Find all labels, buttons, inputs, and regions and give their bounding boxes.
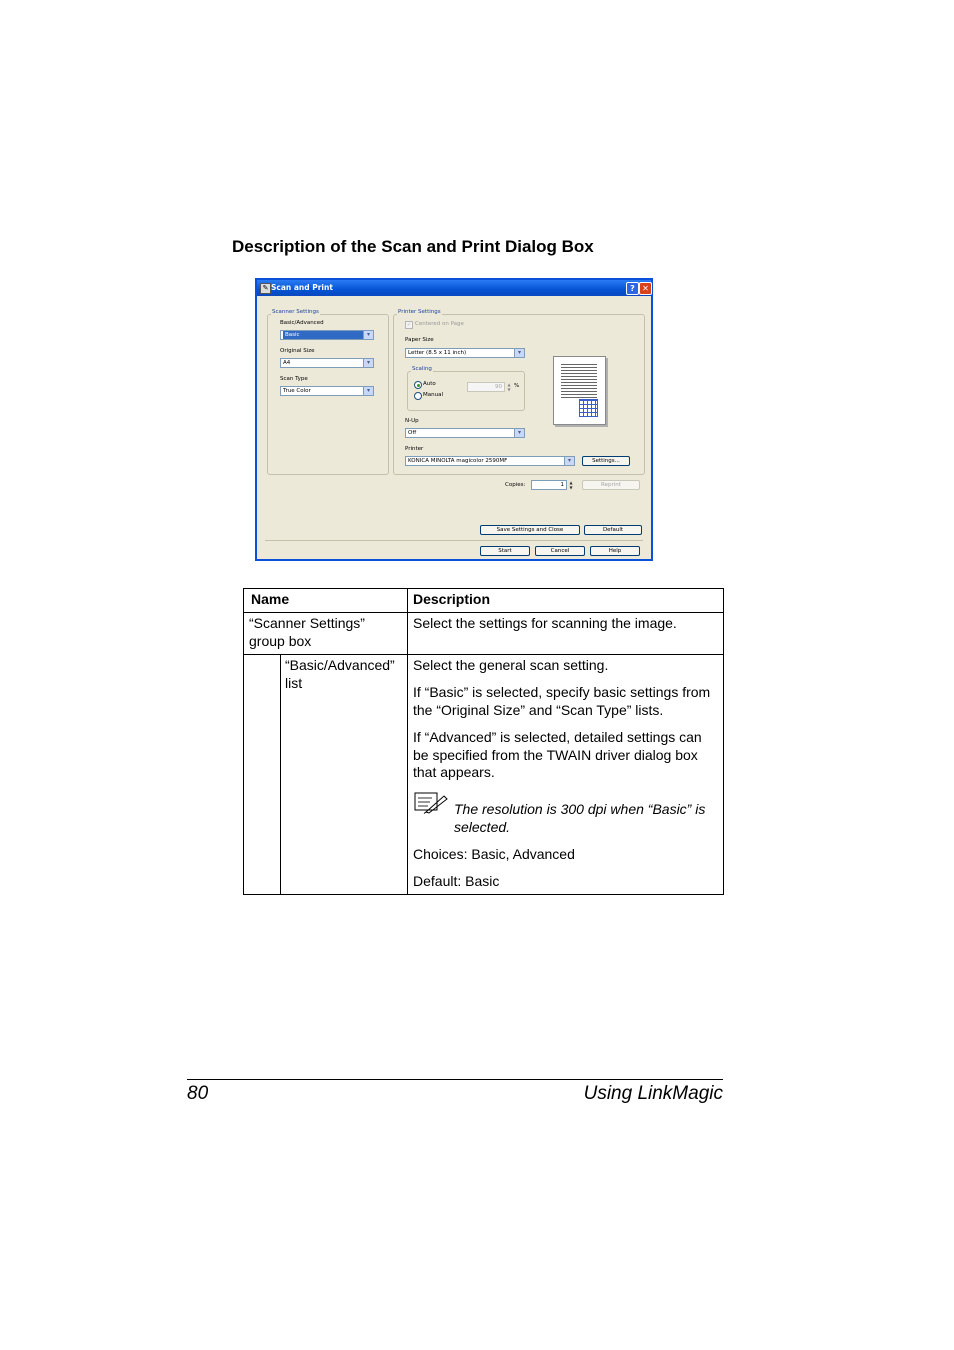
chevron-down-icon[interactable]: ▾ [363, 387, 373, 395]
row1-description: Select the settings for scanning the image. [413, 615, 677, 631]
scan-type-label: Scan Type [280, 376, 308, 382]
scan-area-grid [579, 399, 598, 417]
copies-label: Copies: [505, 482, 526, 488]
percent-label: % [514, 383, 520, 389]
save-settings-close-button[interactable]: Save Settings and Close [480, 525, 580, 535]
note-icon [414, 792, 448, 814]
chevron-down-icon[interactable]: ▾ [514, 349, 524, 357]
scaling-label: Scaling [412, 366, 432, 372]
centered-label: Centered on Page [415, 321, 464, 327]
manual-label: Manual [423, 392, 443, 398]
manual-radio[interactable] [414, 392, 422, 400]
spin-arrows-icon[interactable]: ▲ ▼ [507, 382, 511, 392]
printer-label: Printer [405, 446, 424, 452]
row2-choices: Choices: Basic, Advanced [413, 846, 575, 862]
spin-arrows-icon[interactable]: ▲ ▼ [569, 480, 573, 490]
scaling-input[interactable]: 90 [467, 382, 505, 392]
printer-select[interactable] [405, 456, 575, 466]
footer-section-title: Using LinkMagic [583, 1083, 723, 1104]
centered-checkbox[interactable]: ✓ [406, 322, 412, 328]
original-size-label: Original Size [280, 348, 315, 354]
basic-advanced-select[interactable] [280, 330, 374, 340]
chevron-down-icon[interactable]: ▾ [363, 359, 373, 367]
scan-type-select[interactable] [280, 386, 374, 396]
row2-default: Default: Basic [413, 873, 500, 889]
row2-text-3: If “Advanced” is selected, detailed settings can be specified from the TWAIN driver dialog box that appears. [413, 729, 702, 780]
row2-text-2: If “Basic” is selected, specify basic settings from the “Original Size” and “Scan Type” lists. [413, 684, 711, 718]
header-name: Name [251, 591, 290, 607]
page-number: 80 [187, 1083, 209, 1104]
basic-advanced-label: Basic/Advanced [280, 320, 324, 326]
chevron-down-icon[interactable]: ▾ [564, 457, 574, 465]
header-description: Description [413, 591, 491, 607]
basic-advanced-value: Basic [283, 331, 363, 339]
reprint-button[interactable]: Reprint [582, 480, 640, 490]
settings-button[interactable]: Settings... [582, 456, 630, 466]
dialog-title: Scan and Print [271, 283, 333, 292]
row1-name: “Scanner Settings” group box [249, 615, 365, 649]
scan-type-value: True Color [283, 388, 311, 394]
nup-label: N-Up [405, 418, 419, 424]
scan-and-print-dialog [255, 278, 653, 561]
nup-value: Off [408, 430, 417, 436]
app-icon: ✎ [260, 283, 271, 294]
default-button[interactable]: Default [584, 525, 642, 535]
scanner-settings-label: Scanner Settings [272, 309, 319, 315]
paper-size-label: Paper Size [405, 337, 434, 343]
description-table [243, 588, 724, 895]
printer-value: KONICA MINOLTA magicolor 2590MF [408, 458, 508, 464]
printer-settings-label: Printer Settings [398, 309, 441, 315]
help-icon[interactable]: ? [626, 282, 639, 295]
divider [265, 540, 643, 541]
close-icon[interactable]: ✕ [639, 282, 652, 295]
paper-size-select[interactable] [405, 348, 525, 358]
row2-note: The resolution is 300 dpi when “Basic” is selected. [454, 801, 706, 835]
section-heading: Description of the Scan and Print Dialog Box [232, 237, 594, 256]
paper-size-value: Letter (8.5 x 11 inch) [408, 350, 467, 356]
nup-select[interactable] [405, 428, 525, 438]
original-size-value: A4 [283, 360, 291, 366]
cancel-button[interactable]: Cancel [535, 546, 585, 556]
original-size-select[interactable] [280, 358, 374, 368]
copies-input[interactable]: 1 [531, 480, 567, 490]
chevron-down-icon[interactable]: ▾ [363, 331, 373, 339]
row2-name: “Basic/Advanced” list [285, 657, 395, 691]
row2-text-1: Select the general scan setting. [413, 657, 609, 673]
title-bar [257, 280, 651, 296]
start-button[interactable]: Start [480, 546, 530, 556]
chevron-down-icon[interactable]: ▾ [514, 429, 524, 437]
page-preview [553, 356, 606, 425]
footer-divider [187, 1079, 723, 1080]
auto-radio[interactable] [414, 381, 422, 389]
help-button[interactable]: Help [590, 546, 640, 556]
auto-label: Auto [423, 381, 436, 387]
